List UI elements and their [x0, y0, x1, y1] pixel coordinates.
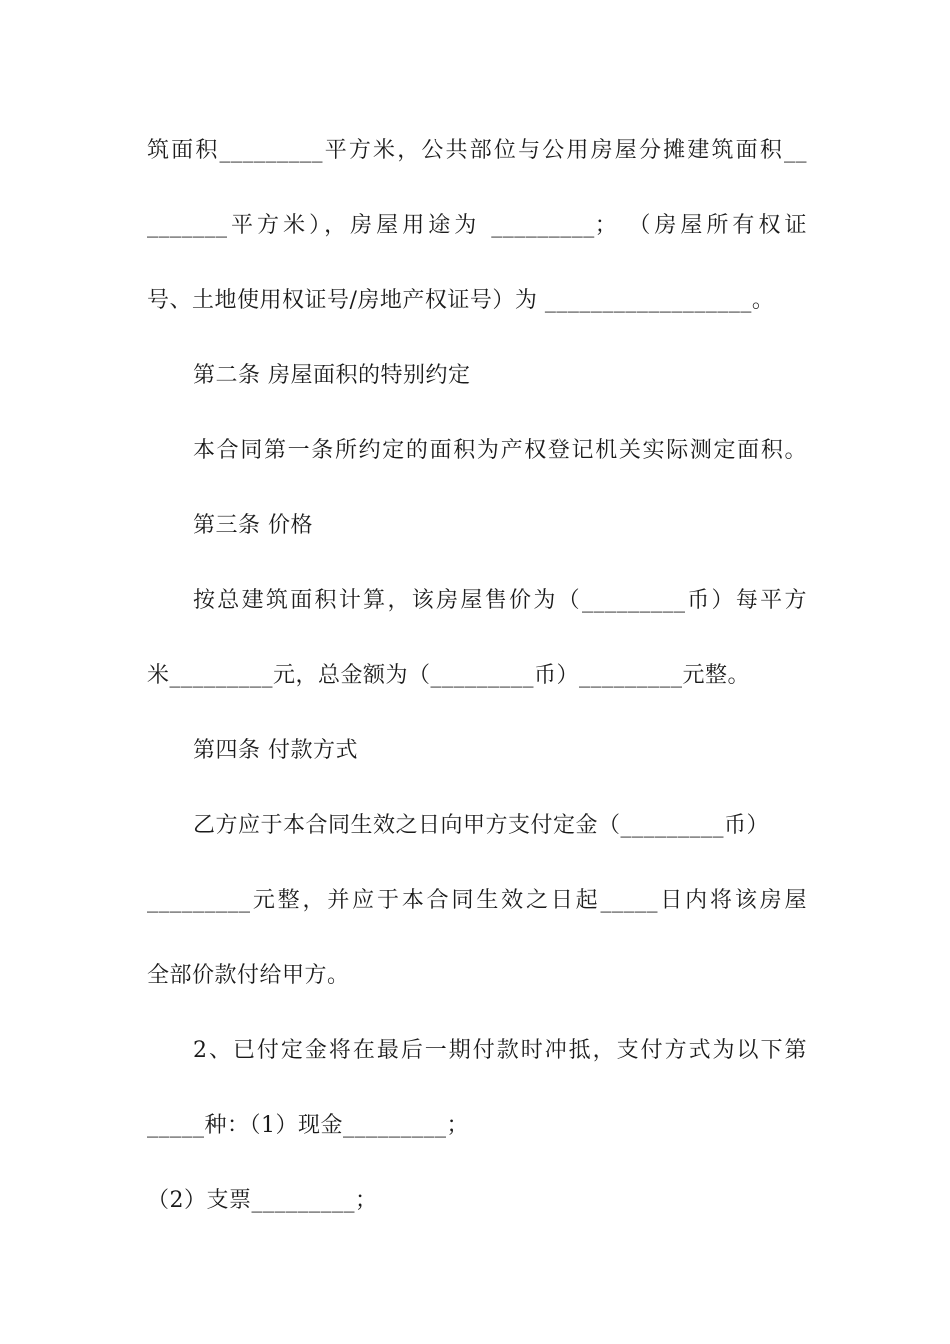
body-line: 全部价款付给甲方。: [147, 963, 350, 988]
body-line: 米_________元，总金额为（_________币）_________元整。: [147, 663, 751, 688]
body-line: 筑面积_________平方米，公共部位与公用房屋分摊建筑面积__: [147, 138, 807, 163]
body-line: 2、已付定金将在最后一期付款时冲抵，支付方式为以下第: [193, 1038, 807, 1063]
section-heading-article-3: 第三条 价格: [193, 513, 313, 538]
body-line: （2）支票_________；: [147, 1188, 378, 1213]
body-line: 按总建筑面积计算，该房屋售价为（_________币）每平方: [193, 588, 807, 613]
body-line: 本合同第一条所约定的面积为产权登记机关实际测定面积。: [193, 438, 807, 463]
body-line: 乙方应于本合同生效之日向甲方支付定金（_________币）: [193, 813, 770, 838]
body-line: _____种：（1）现金_________；: [147, 1113, 469, 1138]
section-heading-article-2: 第二条 房屋面积的特别约定: [193, 363, 471, 388]
body-line: _________元整，并应于本合同生效之日起_____日内将该房屋: [147, 888, 807, 913]
section-heading-article-4: 第四条 付款方式: [193, 738, 358, 763]
body-line: 号、土地使用权证号/房地产权证号）为 __________________。: [147, 288, 775, 313]
body-line: _______平方米），房屋用途为 _________； （房屋所有权证: [147, 213, 807, 238]
